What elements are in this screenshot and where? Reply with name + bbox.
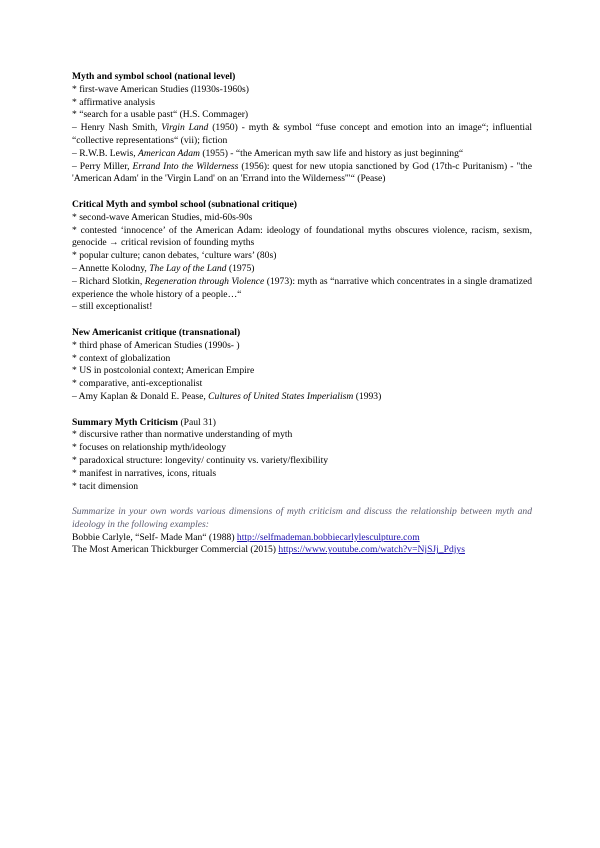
bullet-line: * affirmative analysis [72, 96, 155, 108]
section-heading: Critical Myth and symbol school (subnational critique) [72, 198, 297, 210]
bullet-line: * second-wave American Studies, mid-60s-90s [72, 211, 253, 223]
section-assignment [72, 506, 532, 557]
bullet-line: * contested ‘innocence’ of the American Adam: ideology of foundational myths obscures violence, racism, sexism, genocide → critical revision of founding myths [72, 224, 532, 249]
reference-line: – Amy Kaplan & Donald E. Pease, Cultures of United States Imperialism (1993) [72, 390, 382, 402]
bullet-line: * manifest in narratives, icons, rituals [72, 467, 217, 479]
section-heading: Myth and symbol school (national level) [72, 71, 236, 82]
reference-line: – still exceptionalist! [72, 301, 153, 313]
bullet-line: * popular culture; canon debates, ‘culture wars’ (80s) [72, 250, 277, 262]
bullet-line: * focuses on relationship myth/ideology [72, 442, 227, 454]
example-line: The Most American Thickburger Commercial (2015) https://www.youtube.com/watch?v=NjSJj_Pdjys [72, 544, 465, 556]
section-heading: Summary Myth Criticism (Paul 31) [72, 416, 216, 428]
reference-line: – R.W.B. Lewis, American Adam (1955) - “the American myth saw life and history as just beginning“ [72, 147, 464, 159]
reference-line: – Perry Miller, Errand Into the Wilderness (1956): quest for new utopia sanctioned by God (17th-c Puritanism) - "the 'American Adam' in the 'Virgin Land' on an 'Errand into the Wilderness'"“ (Pease) [72, 160, 532, 185]
bullet-line: * tacit dimension [72, 480, 139, 492]
bullet-line: * discursive rather than normative understanding of myth [72, 429, 293, 441]
section-new-americanist [72, 327, 532, 404]
document-page [72, 71, 532, 570]
assignment-prompt: Summarize in your own words various dimensions of myth criticism and discuss the relationship between myth and ideology in the following examples: [72, 506, 532, 530]
example-link[interactable]: https://www.youtube.com/watch?v=NjSJj_Pdjys [278, 544, 465, 556]
section-summary [72, 417, 532, 494]
reference-line: – Richard Slotkin, Regeneration through Violence (1973): myth as “narrative which concentrates in a single dramatized experience the whole history of a people…“ [72, 275, 533, 300]
bullet-line: * context of globalization [72, 352, 171, 364]
example-link[interactable]: http://selfmademan.bobbiecarlylesculpture.com [236, 531, 420, 543]
bullet-line: * comparative, anti-exceptionalist [72, 378, 203, 390]
bullet-line: * first-wave American Studies (l1930s-1960s) [72, 83, 249, 95]
reference-line: – Henry Nash Smith, Virgin Land (1950) - myth & symbol “fuse concept and emotion into an image“; influential “collective representations“ (vii); fiction [72, 122, 532, 146]
section-critical-myth [72, 199, 532, 314]
example-line: Bobbie Carlyle, “Self- Made Man“ (1988) http://selfmademan.bobbiecarlylesculpture.com [72, 531, 420, 543]
bullet-line: * US in postcolonial context; American Empire [72, 365, 255, 377]
bullet-line: * paradoxical structure: longevity/ continuity vs. variety/flexibility [72, 454, 329, 466]
section-myth-symbol [72, 71, 532, 186]
section-heading: New Americanist critique (transnational) [72, 326, 241, 338]
bullet-line: * third phase of American Studies (1990s- ) [72, 339, 240, 351]
bullet-line: * “search for a usable past“ (H.S. Commager) [72, 109, 249, 121]
reference-line: – Annette Kolodny, The Lay of the Land (1975) [72, 262, 255, 274]
